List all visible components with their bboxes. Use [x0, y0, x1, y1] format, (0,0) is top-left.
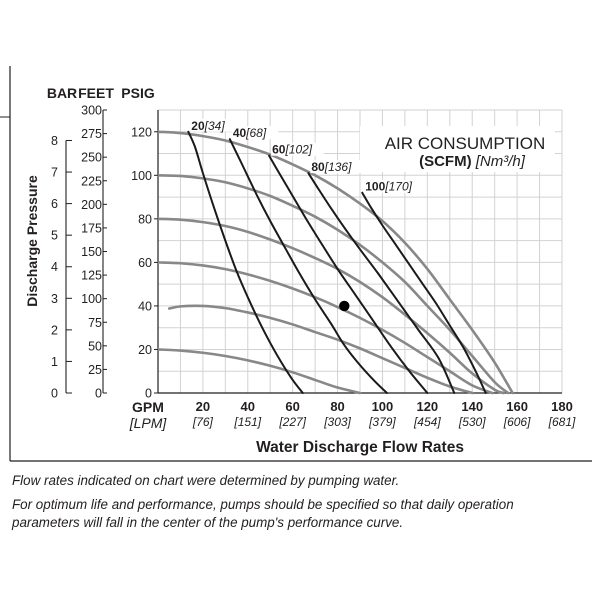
bar-tick-label: 5 [51, 228, 58, 243]
air-curve-label-metric: [102] [285, 142, 313, 157]
x-tick-label-lpm: [454] [413, 415, 441, 429]
feet-tick-label: 150 [81, 245, 102, 259]
bar-tick-label: 8 [51, 133, 58, 148]
air-curve-40 [230, 139, 387, 393]
feet-tick-label: 75 [88, 315, 102, 330]
highlight-point [339, 301, 349, 311]
x-axis [192, 399, 576, 429]
feet-tick-label: 0 [95, 386, 102, 401]
psig-tick-label: 80 [138, 212, 152, 227]
x-axis-label: Water Discharge Flow Rates [256, 439, 464, 456]
psig-tick-label: 0 [145, 386, 152, 401]
x-tick-label-lpm: [151] [234, 415, 262, 429]
air-curve-label-80 [311, 160, 352, 174]
x-tick-label-lpm: [76] [192, 415, 213, 429]
air-curve-label-metric: [68] [246, 126, 267, 141]
x-tick-label-lpm: [379] [369, 415, 396, 429]
x-tick-label-lpm: [227] [279, 415, 307, 429]
psig-header: PSIG [121, 85, 155, 101]
air-curve-label-100 [365, 180, 412, 194]
air-curve-label-20 [191, 119, 225, 133]
air-curve-label-value: 20 [191, 118, 205, 133]
feet-tick-label: 100 [81, 292, 102, 307]
air-curve-label-value: 80 [311, 160, 325, 175]
footnote-optimum-life: For optimum life and performance, pumps should be specified so that daily operation parameters will fall in the center of the pump's performance curve. [12, 497, 514, 530]
psig-tick-label: 60 [138, 255, 152, 270]
feet-tick-label: 175 [81, 221, 102, 236]
feet-tick-label: 200 [81, 197, 102, 212]
x-tick-label-gpm: 140 [461, 399, 484, 414]
legend-subtitle-bold: (SCFM) [419, 153, 472, 170]
legend-subtitle-italic: [Nm³/h] [475, 153, 525, 170]
legend-subtitle [419, 153, 526, 170]
feet-tick-label: 300 [81, 103, 102, 118]
air-curve-label-value: 60 [272, 142, 286, 157]
psig-axis [131, 125, 158, 400]
x-tick-label-gpm: 160 [506, 399, 528, 414]
bar-tick-label: 4 [51, 260, 58, 275]
bar-tick-label: 2 [51, 323, 58, 338]
x-tick-label-gpm: 60 [285, 399, 300, 414]
x-tick-label-gpm: 120 [416, 399, 439, 414]
x-tick-label-gpm: 180 [551, 399, 573, 414]
feet-tick-label: 225 [81, 174, 102, 189]
feet-tick-label: 275 [81, 127, 102, 142]
air-curve-label-metric: [34] [204, 118, 225, 133]
x-tick-label-gpm: 80 [330, 399, 345, 414]
y-axis-label: Discharge Pressure [24, 175, 40, 307]
bar-header: BAR [46, 85, 78, 101]
bar-tick-label: 7 [51, 165, 58, 180]
bar-tick-label: 1 [51, 354, 58, 369]
feet-axis [81, 104, 107, 401]
footnote-flow-rates: Flow rates indicated on chart were determined by pumping water. [12, 473, 400, 488]
bar-tick-label: 3 [51, 291, 58, 306]
x-tick-label-lpm: [681] [548, 415, 576, 429]
x-tick-label-lpm: [303] [324, 415, 351, 429]
feet-tick-label: 25 [88, 362, 102, 377]
air-curve-label-metric: [170] [385, 179, 412, 194]
psig-tick-label: 20 [138, 342, 152, 357]
air-curve-label-value: 40 [232, 126, 247, 141]
feet-tick-label: 250 [81, 150, 102, 165]
feet-header: FEET [78, 85, 114, 101]
feet-tick-label: 50 [88, 339, 102, 354]
x-header-lpm: [LPM] [129, 415, 167, 431]
air-curve-label-60 [272, 143, 313, 157]
x-tick-label-lpm: [530] [458, 415, 486, 429]
bar-tick-label: 0 [51, 386, 58, 401]
x-header-gpm: GPM [132, 399, 164, 415]
air-curve-100 [362, 193, 485, 393]
x-tick-label-gpm: 40 [240, 399, 256, 414]
bar-tick-label: 6 [51, 197, 58, 212]
air-curve-label-40 [233, 126, 267, 140]
air-curve-label-metric: [136] [324, 160, 352, 175]
x-tick-label-gpm: 100 [371, 399, 394, 414]
bar-axis [51, 134, 72, 401]
highlight-point-layer [339, 301, 349, 311]
x-tick-label-lpm: [606] [503, 415, 531, 429]
legend-title: AIR CONSUMPTION [384, 134, 546, 153]
air-curve-label-value: 100 [365, 179, 386, 194]
feet-tick-label: 125 [81, 268, 102, 283]
psig-tick-label: 120 [131, 125, 152, 140]
psig-tick-label: 100 [131, 168, 152, 183]
x-tick-label-gpm: 20 [195, 399, 211, 414]
psig-tick-label: 40 [138, 299, 152, 314]
